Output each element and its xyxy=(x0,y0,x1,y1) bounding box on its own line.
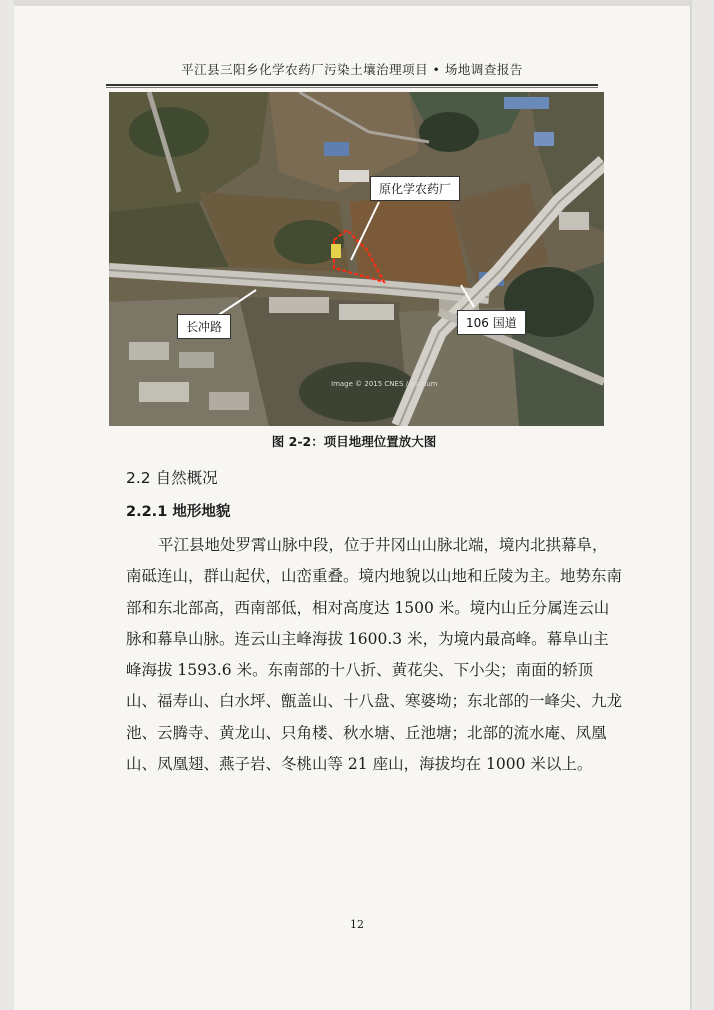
callout-factory: 原化学农药厂 xyxy=(370,176,460,201)
scan-edge xyxy=(14,0,690,6)
subsection-heading: 2.2.1 地形地貌 xyxy=(126,504,231,520)
satellite-map xyxy=(109,92,604,426)
header-rule xyxy=(106,84,598,86)
body-paragraph: 平江县地处罗霄山脉中段，位于井冈山山脉北端，境内北拱幕阜，南砥连山，群山起伏，山峦重叠。境内地貌以山地和丘陵为主。地势东南部和东北部高，西南部低，相对高度达 1500 米。境内山丘分属连云山脉和幕阜山脉。连云山主峰海拔 1600.3 米，为境内最高峰。幕阜山主峰海拔 1593.6 米。东南部的十八折、黄花尖、下小尖；南面的轿顶山、福寿山、白水坪、甑盖山、十八盘、寒婆坳；东北部的一峰尖、九龙池、云腾寺、黄龙山、只角楼、秋水塘、丘池塘；北部的流水庵、凤凰山、凤凰翅、燕子岩、冬桃山等 21 座山，海拔均在 1000 米以上。 xyxy=(126,536,623,774)
satellite-image xyxy=(109,92,604,426)
callout-changchong-road: 长冲路 xyxy=(177,314,231,339)
running-header: 平江县三阳乡化学农药厂污染土壤治理项目 • 场地调查报告 xyxy=(181,62,523,77)
page-number: 12 xyxy=(350,918,364,931)
callout-national-road-106: 106 国道 xyxy=(457,310,526,335)
imagery-credit: Image © 2015 CNES / Astrium xyxy=(331,380,438,388)
section-heading: 2.2 自然概况 xyxy=(126,469,218,487)
header-rule-thin xyxy=(106,87,598,88)
figure-caption: 图 2-2：项目地理位置放大图 xyxy=(271,434,437,449)
